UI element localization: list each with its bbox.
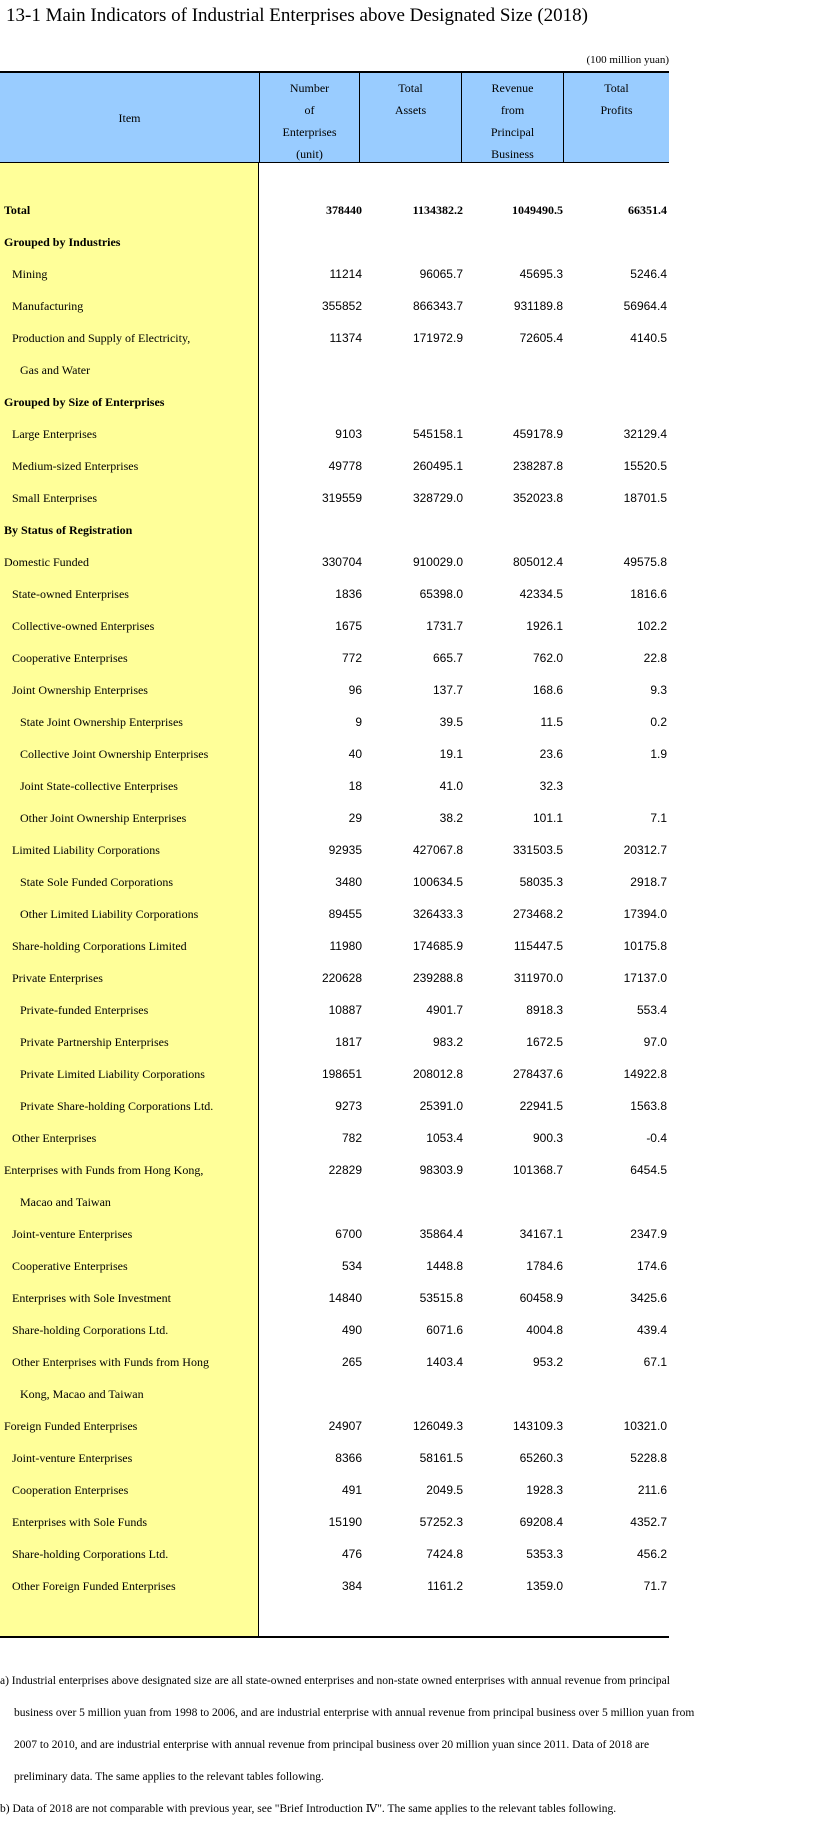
row-value: 211.6: [637, 1483, 667, 1497]
row-value: 239288.8: [412, 971, 463, 985]
row-label: State Joint Ownership Enterprises: [20, 715, 183, 729]
row-value: 220628: [321, 971, 362, 985]
row-value: 19.1: [439, 747, 463, 761]
row-value: 40: [348, 747, 362, 761]
row-value: 10321.0: [623, 1419, 667, 1433]
row-value: 1448.8: [426, 1259, 463, 1273]
row-value: 17137.0: [623, 971, 667, 985]
row-value: 7424.8: [426, 1547, 463, 1561]
row-value: 384: [341, 1579, 362, 1593]
row-value: 953.2: [532, 1355, 563, 1369]
row-value: 3480: [335, 875, 362, 889]
row-label: Foreign Funded Enterprises: [4, 1419, 138, 1433]
row-value: 1563.8: [630, 1099, 667, 1113]
row-value: 100634.5: [412, 875, 463, 889]
table-row: [0, 322, 669, 354]
row-value: 115447.5: [513, 939, 563, 953]
row-value: 22829: [328, 1163, 362, 1177]
table-row: [0, 1122, 669, 1154]
row-value: 11374: [329, 331, 362, 345]
table-row: [0, 1538, 669, 1570]
row-label: By Status of Registration: [4, 523, 133, 537]
row-value: 11.5: [540, 715, 563, 729]
row-value: 2918.7: [630, 875, 667, 889]
row-value: 5228.8: [630, 1451, 667, 1465]
row-label: Total: [4, 203, 31, 217]
table-row: [0, 1026, 669, 1058]
table-row: [0, 866, 669, 898]
row-label: Grouped by Industries: [4, 235, 121, 249]
row-label: Grouped by Size of Enterprises: [4, 395, 165, 409]
row-value: 126049.3: [412, 1419, 463, 1433]
table-row: [0, 1378, 669, 1410]
row-value: 101368.7: [512, 1163, 563, 1177]
row-value: 22941.5: [519, 1099, 563, 1113]
row-value: 762.0: [532, 651, 563, 665]
table-row: [0, 834, 669, 866]
row-value: 910029.0: [412, 555, 463, 569]
header-revenue: Revenue from Principal Business: [461, 73, 563, 162]
row-label: Large Enterprises: [12, 427, 97, 441]
row-value: 143109.3: [512, 1419, 563, 1433]
row-label: Enterprises with Sole Funds: [12, 1515, 147, 1529]
row-value: 4140.5: [630, 331, 667, 345]
row-label: Medium-sized Enterprises: [12, 459, 139, 473]
page-title: 13-1 Main Indicators of Industrial Enterprises above Designated Size (2018): [6, 5, 588, 26]
row-value: 49778: [328, 459, 362, 473]
row-value: 198651: [321, 1067, 362, 1081]
row-value: 983.2: [432, 1035, 463, 1049]
footnote-b: b) Data of 2018 are not comparable with previous year, see "Brief Introduction Ⅳ". The same applies to the relevant tables following.: [0, 1803, 617, 1815]
row-value: 15190: [328, 1515, 362, 1529]
row-value: 278437.6: [512, 1067, 563, 1081]
row-value: 22.8: [643, 651, 667, 665]
row-value: 1403.4: [426, 1355, 463, 1369]
row-label: Other Enterprises: [12, 1131, 97, 1145]
row-value: 772: [341, 651, 362, 665]
row-value: 14922.8: [623, 1067, 667, 1081]
row-value: 24907: [328, 1419, 362, 1433]
row-value: 9273: [335, 1099, 362, 1113]
row-value: 2347.9: [630, 1227, 667, 1241]
row-label: Enterprises with Funds from Hong Kong,: [4, 1163, 204, 1177]
row-label: Private-funded Enterprises: [20, 1003, 149, 1017]
table-row: [0, 1442, 669, 1474]
row-label: Share-holding Corporations Limited: [12, 939, 187, 953]
table-row: [0, 482, 669, 514]
row-value: 208012.8: [412, 1067, 463, 1081]
row-value: 427067.8: [412, 843, 463, 857]
table-row: [0, 962, 669, 994]
row-label: Other Enterprises with Funds from Hong: [12, 1355, 209, 1369]
row-label: Small Enterprises: [12, 491, 97, 505]
row-value: 355852: [321, 299, 362, 313]
table-bottom-rule: [0, 1636, 669, 1638]
footnote-a-line: 2007 to 2010, and are industrial enterprise with annual revenue from principal business over 20 million yuan since 2011. Data of 2018 are: [14, 1739, 650, 1751]
row-value: 25391.0: [419, 1099, 463, 1113]
table-row: [0, 1218, 669, 1250]
row-value: 72605.4: [519, 331, 563, 345]
row-value: 900.3: [532, 1131, 563, 1145]
footnote-a-line: business over 5 million yuan from 1998 to 2006, and are industrial enterprise with annual revenue from principal business over 5 million yuan from: [14, 1707, 695, 1719]
row-value: 1672.5: [526, 1035, 563, 1049]
row-value: 459178.9: [512, 427, 563, 441]
row-value: -0.4: [646, 1131, 667, 1145]
row-value: 67.1: [643, 1355, 667, 1369]
row-value: 89455: [328, 907, 362, 921]
row-value: 273468.2: [512, 907, 563, 921]
row-value: 23.6: [539, 747, 563, 761]
row-value: 20312.7: [623, 843, 667, 857]
row-value: 92935: [328, 843, 362, 857]
row-value: 1359.0: [526, 1579, 563, 1593]
row-label: Private Limited Liability Corporations: [20, 1067, 205, 1081]
row-value: 65398.0: [419, 587, 463, 601]
row-label: Share-holding Corporations Ltd.: [12, 1323, 169, 1337]
row-value: 69208.4: [519, 1515, 563, 1529]
row-value: 265: [341, 1355, 362, 1369]
table-row: [0, 898, 669, 930]
row-value: 476: [341, 1547, 362, 1561]
table-row: [0, 610, 669, 642]
header-enterprises: Number of Enterprises (unit): [259, 73, 359, 162]
row-value: 4004.8: [526, 1323, 563, 1337]
table-row: [0, 1346, 669, 1378]
footnote-a-line: a) Industrial enterprises above designated size are all state-owned enterprises and non-state owned enterprises with annual revenue from principal: [0, 1675, 670, 1687]
row-value: 71.7: [643, 1579, 667, 1593]
row-label: State Sole Funded Corporations: [20, 875, 173, 889]
row-value: 1817: [335, 1035, 362, 1049]
row-value: 545158.1: [412, 427, 463, 441]
row-value: 66351.4: [628, 203, 667, 217]
row-value: 1134382.2: [412, 203, 463, 217]
table-row: [0, 1250, 669, 1282]
row-value: 3425.6: [630, 1291, 667, 1305]
row-value: 8918.3: [526, 1003, 563, 1017]
row-label: Mining: [12, 267, 48, 281]
row-label: State-owned Enterprises: [12, 587, 129, 601]
row-value: 1161.2: [427, 1579, 463, 1593]
table-row: [0, 1282, 669, 1314]
row-value: 11214: [329, 267, 362, 281]
row-value: 34167.1: [519, 1227, 563, 1241]
unit-label: (100 million yuan): [586, 54, 669, 66]
row-label: Joint-venture Enterprises: [12, 1227, 133, 1241]
row-value: 1049490.5: [512, 203, 563, 217]
row-value: 17394.0: [623, 907, 667, 921]
row-value: 491: [341, 1483, 362, 1497]
row-value: 9: [355, 715, 362, 729]
row-value: 29: [348, 811, 362, 825]
row-value: 1784.6: [526, 1259, 563, 1273]
table-row: [0, 1058, 669, 1090]
table-row: [0, 1410, 669, 1442]
row-value: 4901.7: [426, 1003, 463, 1017]
table-row: [0, 1186, 669, 1218]
row-value: 352023.8: [512, 491, 563, 505]
row-value: 1.9: [650, 747, 667, 761]
table-row: [0, 194, 669, 226]
row-label: Production and Supply of Electricity,: [12, 331, 191, 345]
row-value: 439.4: [636, 1323, 667, 1337]
row-value: 238287.8: [512, 459, 563, 473]
table-row: [0, 802, 669, 834]
row-value: 1731.7: [426, 619, 463, 633]
row-value: 5246.4: [630, 267, 667, 281]
row-label: Private Share-holding Corporations Ltd.: [20, 1099, 214, 1113]
row-value: 1675: [335, 619, 362, 633]
table-row: [0, 770, 669, 802]
row-value: 168.6: [532, 683, 563, 697]
row-value: 1926.1: [526, 619, 563, 633]
row-value: 53515.8: [419, 1291, 463, 1305]
row-label: Collective Joint Ownership Enterprises: [20, 747, 209, 761]
row-value: 534: [341, 1259, 362, 1273]
row-value: 18701.5: [623, 491, 667, 505]
row-label: Cooperation Enterprises: [12, 1483, 129, 1497]
row-label: Cooperative Enterprises: [12, 651, 128, 665]
row-label: Share-holding Corporations Ltd.: [12, 1547, 169, 1561]
table-row: [0, 930, 669, 962]
row-value: 665.7: [432, 651, 463, 665]
row-value: 45695.3: [519, 267, 563, 281]
row-value: 1836: [335, 587, 362, 601]
table-row: [0, 354, 669, 386]
row-label: Enterprises with Sole Investment: [12, 1291, 171, 1305]
row-label: Joint-venture Enterprises: [12, 1451, 133, 1465]
row-label: Joint Ownership Enterprises: [12, 683, 148, 697]
row-value: 41.0: [439, 779, 463, 793]
row-value: 18: [348, 779, 362, 793]
table-row: [0, 258, 669, 290]
row-value: 14840: [328, 1291, 362, 1305]
header-total-profits: Total Profits: [563, 73, 669, 162]
row-value: 42334.5: [519, 587, 563, 601]
table-row: [0, 994, 669, 1026]
table-row: [0, 738, 669, 770]
row-value: 15520.5: [623, 459, 667, 473]
row-value: 32.3: [539, 779, 563, 793]
row-value: 102.2: [636, 619, 667, 633]
row-value: 58161.5: [419, 1451, 463, 1465]
table-row: [0, 546, 669, 578]
row-label: Cooperative Enterprises: [12, 1259, 128, 1273]
table-row: [0, 674, 669, 706]
row-value: 6454.5: [630, 1163, 667, 1177]
row-value: 96: [348, 683, 362, 697]
row-value: 6700: [335, 1227, 362, 1241]
row-value: 38.2: [439, 811, 463, 825]
table-row: [0, 1506, 669, 1538]
row-value: 8366: [335, 1451, 362, 1465]
row-value: 311970.0: [513, 971, 563, 985]
table-row: [0, 1090, 669, 1122]
row-value: 96065.7: [419, 267, 463, 281]
row-value: 319559: [321, 491, 362, 505]
row-label: Other Joint Ownership Enterprises: [20, 811, 187, 825]
row-value: 326433.3: [412, 907, 463, 921]
row-value: 11980: [329, 939, 362, 953]
row-value: 32129.4: [623, 427, 667, 441]
table-header: [0, 71, 669, 163]
row-value: 58035.3: [519, 875, 563, 889]
table-row: [0, 226, 669, 258]
row-value: 10175.8: [623, 939, 667, 953]
row-value: 174.6: [636, 1259, 667, 1273]
row-label: Joint State-collective Enterprises: [20, 779, 178, 793]
row-value: 866343.7: [412, 299, 463, 313]
footnote-a-line: preliminary data. The same applies to the relevant tables following.: [14, 1771, 324, 1783]
row-value: 98303.9: [419, 1163, 463, 1177]
row-value: 330704: [321, 555, 362, 569]
row-value: 9103: [335, 427, 362, 441]
row-label: Macao and Taiwan: [20, 1195, 111, 1209]
row-label: Private Partnership Enterprises: [20, 1035, 169, 1049]
table-row: [0, 418, 669, 450]
table-row: [0, 450, 669, 482]
row-value: 101.1: [532, 811, 563, 825]
row-value: 171972.9: [412, 331, 463, 345]
row-value: 0.2: [650, 715, 667, 729]
row-value: 553.4: [636, 1003, 667, 1017]
row-value: 6071.6: [426, 1323, 463, 1337]
row-value: 35864.4: [419, 1227, 463, 1241]
table-row: [0, 1570, 669, 1602]
row-value: 4352.7: [630, 1515, 667, 1529]
header-item: Item: [118, 110, 141, 125]
row-value: 60458.9: [519, 1291, 563, 1305]
row-value: 490: [341, 1323, 362, 1337]
header-total-assets: Total Assets: [359, 73, 461, 162]
row-value: 49575.8: [623, 555, 667, 569]
row-value: 174685.9: [412, 939, 463, 953]
row-label: Gas and Water: [20, 363, 91, 377]
row-value: 1816.6: [630, 587, 667, 601]
row-value: 5353.3: [526, 1547, 563, 1561]
row-label: Kong, Macao and Taiwan: [20, 1387, 144, 1401]
row-value: 1053.4: [426, 1131, 463, 1145]
row-value: 10887: [328, 1003, 362, 1017]
row-value: 782: [341, 1131, 362, 1145]
row-value: 260495.1: [412, 459, 463, 473]
row-label: Collective-owned Enterprises: [12, 619, 155, 633]
row-value: 65260.3: [519, 1451, 563, 1465]
row-value: 39.5: [439, 715, 463, 729]
row-value: 57252.3: [419, 1515, 463, 1529]
row-value: 97.0: [643, 1035, 667, 1049]
row-value: 331503.5: [512, 843, 563, 857]
row-label: Other Foreign Funded Enterprises: [12, 1579, 176, 1593]
row-value: 1928.3: [526, 1483, 563, 1497]
row-value: 805012.4: [512, 555, 563, 569]
table-row: [0, 290, 669, 322]
table-row: [0, 578, 669, 610]
table-row: [0, 386, 669, 418]
table-row: [0, 706, 669, 738]
row-value: 378440: [326, 203, 362, 217]
table-row: [0, 1474, 669, 1506]
row-value: 931189.8: [513, 299, 563, 313]
row-value: 137.7: [432, 683, 463, 697]
table-row: [0, 642, 669, 674]
row-label: Other Limited Liability Corporations: [20, 907, 199, 921]
row-value: 9.3: [650, 683, 667, 697]
table-row: [0, 514, 669, 546]
row-label: Manufacturing: [12, 299, 84, 313]
row-label: Domestic Funded: [4, 555, 89, 569]
row-value: 2049.5: [426, 1483, 463, 1497]
row-label: Private Enterprises: [12, 971, 103, 985]
table-row: [0, 1154, 669, 1186]
row-value: 328729.0: [412, 491, 463, 505]
row-label: Limited Liability Corporations: [12, 843, 160, 857]
row-value: 7.1: [650, 811, 667, 825]
row-value: 456.2: [636, 1547, 667, 1561]
table-row: [0, 1314, 669, 1346]
footnotes: [0, 1665, 790, 1825]
row-value: 56964.4: [623, 299, 667, 313]
